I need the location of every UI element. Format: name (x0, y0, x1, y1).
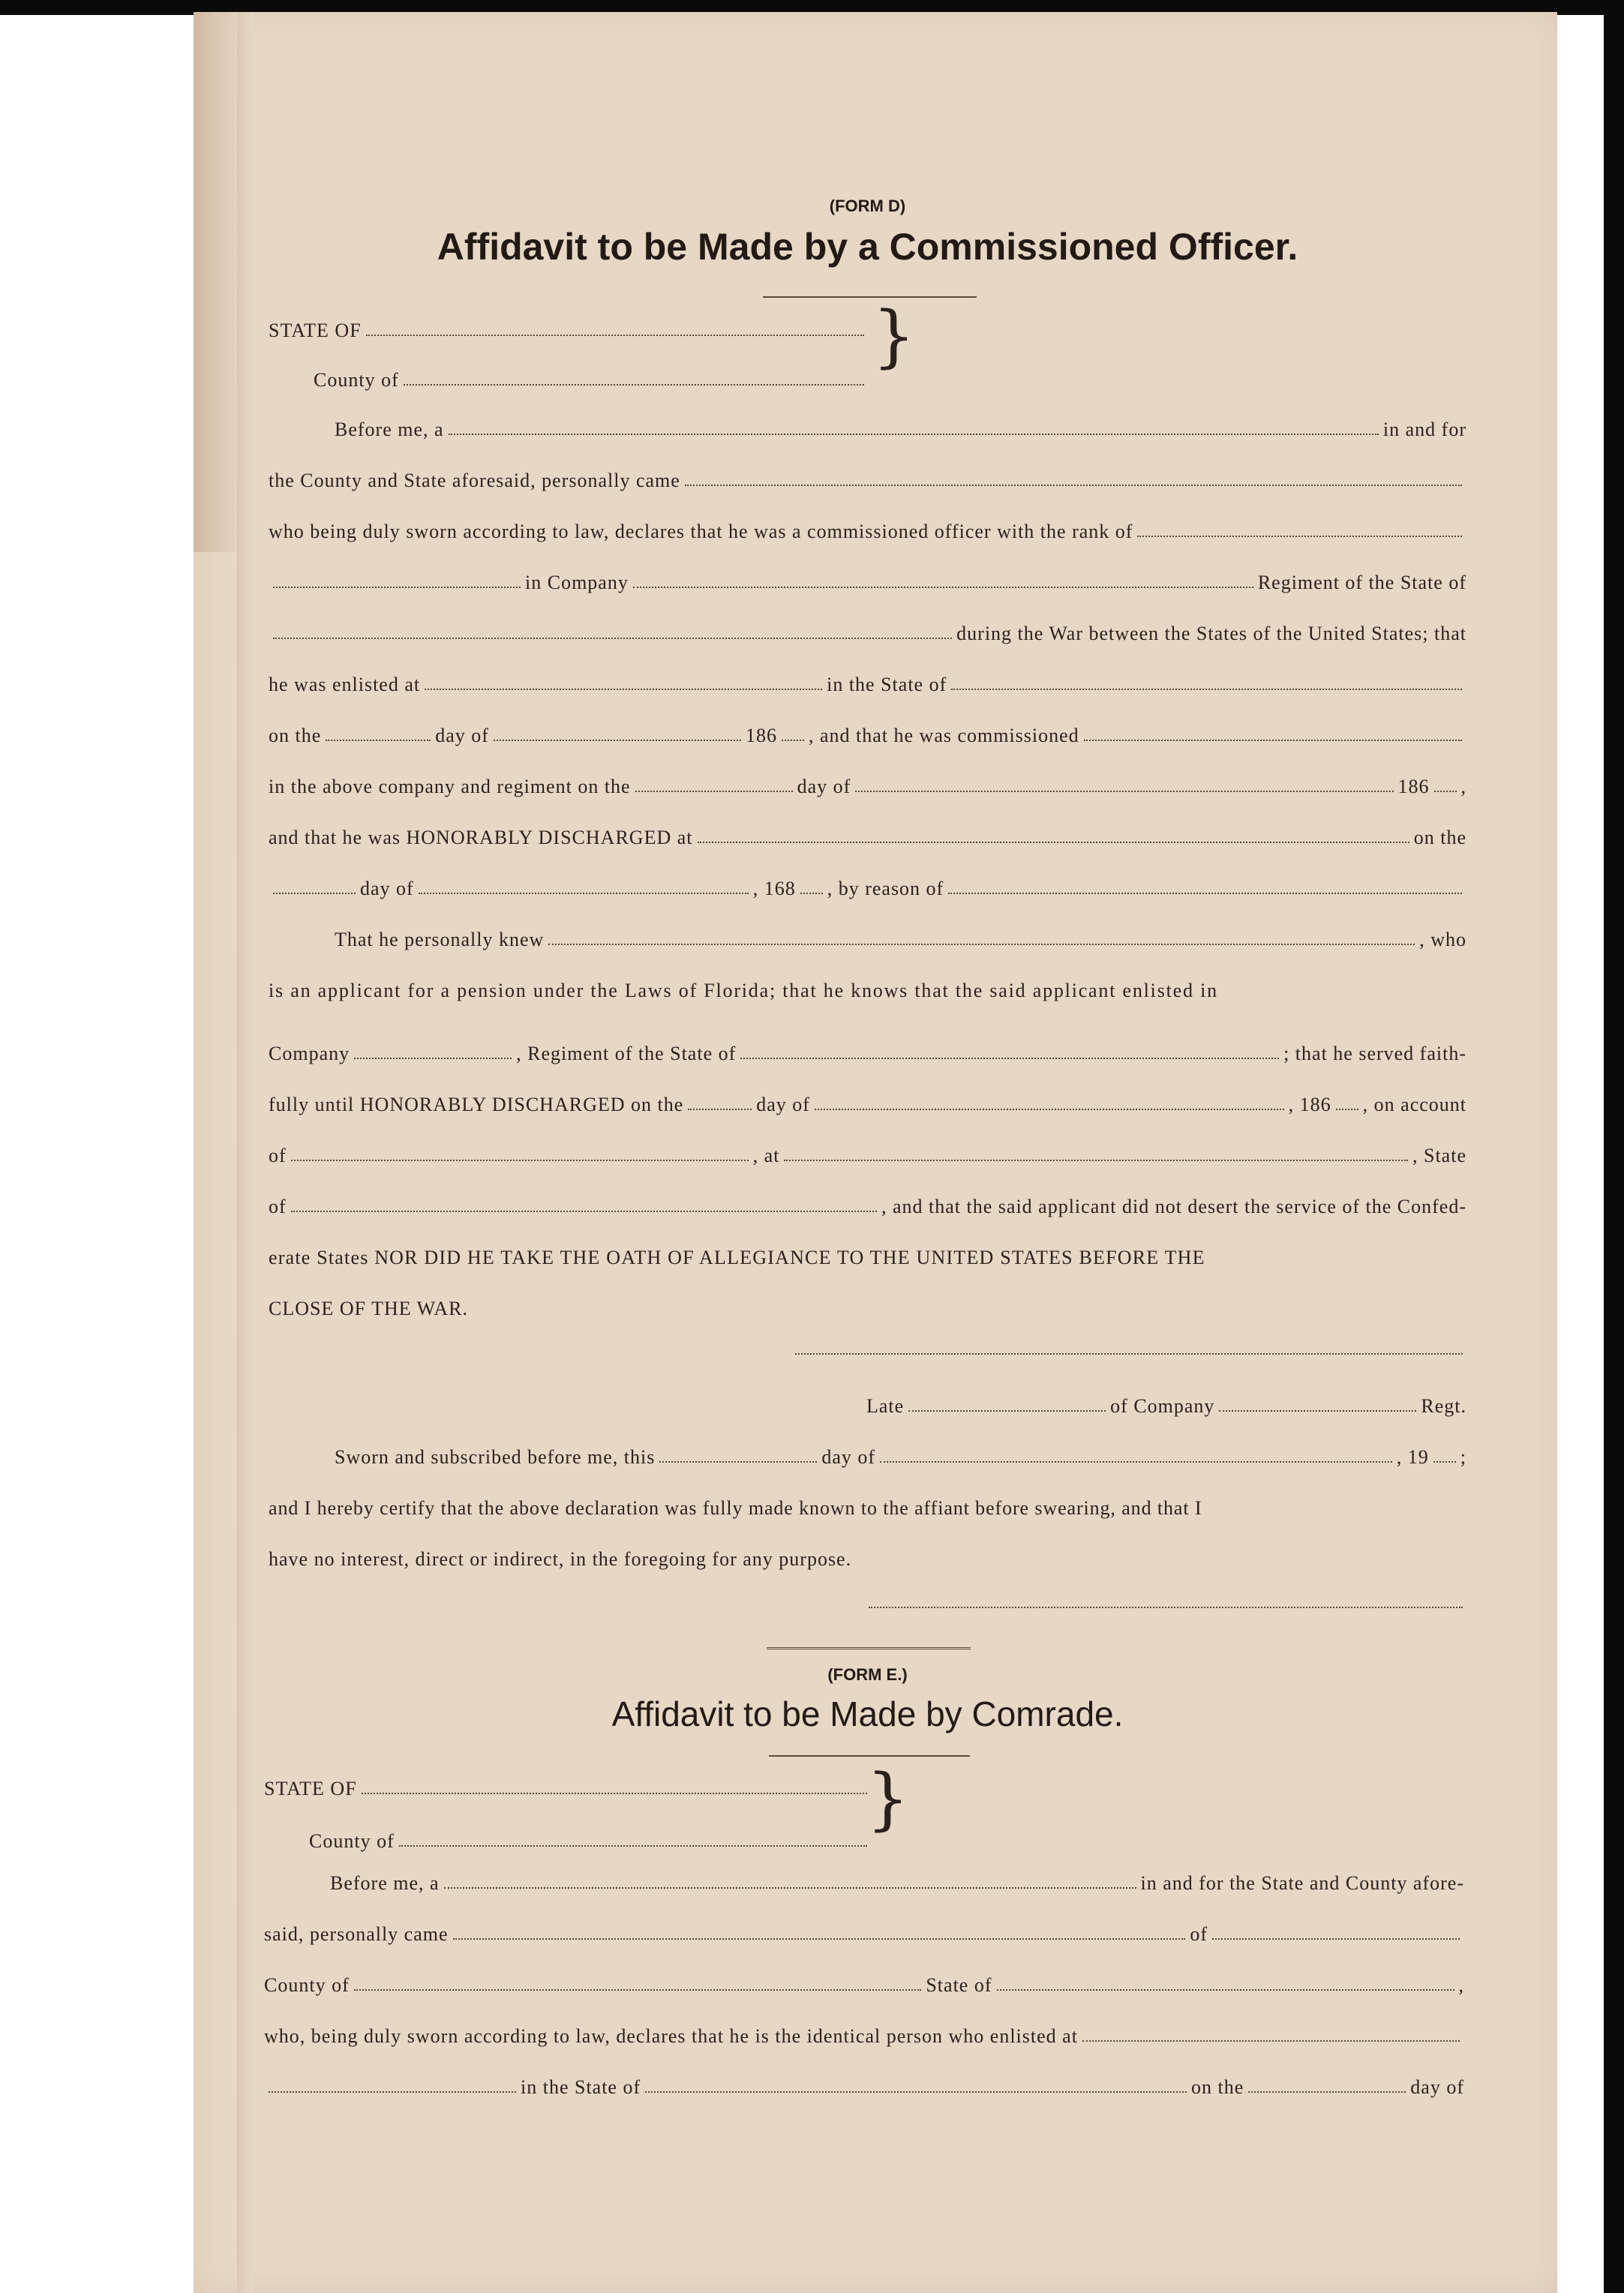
personally-came-blank[interactable] (453, 1938, 1186, 1940)
discharge-year-blank[interactable] (800, 893, 823, 894)
text: of (269, 1196, 287, 1217)
applicant-discharge-year-blank[interactable] (1336, 1109, 1358, 1110)
text: Sworn and subscribed before me, this (335, 1446, 656, 1468)
text: , and that the said applicant did not desert the service of the Confed- (881, 1196, 1466, 1217)
text: in the State of (521, 2076, 641, 2098)
sworn-day-blank[interactable] (659, 1461, 817, 1463)
of-company-blank[interactable] (1219, 1410, 1416, 1412)
form-d-title-rule (763, 296, 977, 298)
text: State of (926, 1974, 992, 1996)
form-e-top-rule (767, 1647, 971, 1649)
form-d-brace: } (872, 297, 916, 376)
of-place-blank[interactable] (1212, 1938, 1460, 1940)
text: Late (866, 1395, 905, 1417)
deponent-signature-line[interactable] (795, 1353, 1463, 1355)
discharge-month-blank[interactable] (419, 893, 749, 894)
text: , 186 (1288, 1094, 1331, 1115)
text: Before me, a (335, 419, 444, 440)
form-e-county-row (264, 1820, 872, 1853)
text: day of (756, 1094, 810, 1115)
form-e-line-2 (264, 1913, 1464, 1946)
form-d-line-14 (269, 1083, 1466, 1116)
officer-title-blank[interactable] (444, 1887, 1136, 1889)
form-d-line-8 (269, 765, 1466, 798)
form-d-line-11 (269, 918, 1466, 951)
form-d-title: Affidavit to be Made by a Commissioned Officer. (437, 226, 1298, 268)
text: day of (797, 776, 851, 797)
form-e-label: (FORM E.) (827, 1665, 908, 1684)
text: who, being duly sworn according to law, declares that he is the identical person who enlisted at (264, 2025, 1078, 2047)
text: and I hereby certify that the above declaration was fully made known to the affiant before swearing, and that I (269, 1497, 1202, 1519)
text: have no interest, direct or indirect, in the foregoing for any purpose. (269, 1548, 852, 1570)
text: Before me, a (330, 1872, 440, 1894)
form-d-line-19 (866, 1385, 1466, 1418)
text: , on account (1362, 1094, 1466, 1115)
text: day of (821, 1446, 876, 1468)
applicant-regiment-state-blank[interactable] (740, 1058, 1279, 1059)
form-e-state-row (264, 1767, 872, 1800)
county-of-label: County of (309, 1830, 395, 1852)
text: he was enlisted at (269, 674, 421, 695)
form-d-line-3 (269, 510, 1466, 543)
enlisted-state-blank[interactable] (951, 689, 1462, 690)
applicant-discharge-day-blank[interactable] (688, 1109, 752, 1110)
applicant-company-blank[interactable] (354, 1058, 512, 1059)
reason-blank[interactable] (948, 893, 1462, 894)
text: , by reason of (827, 878, 944, 899)
commission-year-blank[interactable] (1434, 791, 1457, 792)
text: in Company (525, 572, 629, 593)
form-d-line-21 (269, 1487, 1466, 1520)
text: 186 (1397, 776, 1430, 797)
text: day of (435, 725, 489, 746)
regiment-state-blank[interactable] (273, 638, 952, 639)
rank-cont-blank[interactable] (273, 587, 521, 588)
text: the County and State aforesaid, personally came (269, 470, 680, 491)
text: is an applicant for a pension under the Laws of Florida; that he knows that the said applicant enlisted in (269, 980, 1218, 1001)
text: , State (1412, 1145, 1466, 1166)
text: day of (360, 878, 414, 899)
form-d-line-20 (269, 1436, 1466, 1469)
officer-title-blank[interactable] (449, 434, 1379, 435)
state-of-label: STATE OF (264, 1778, 357, 1799)
text: in the State of (827, 674, 947, 695)
text: 186 (745, 725, 777, 746)
paper-left-margin (237, 12, 254, 2293)
personally-knew-blank[interactable] (548, 944, 1415, 945)
at-place-blank[interactable] (784, 1160, 1408, 1161)
county-of-blank[interactable] (399, 1845, 867, 1847)
form-e-title: Affidavit to be Made by Comrade. (611, 1694, 1124, 1733)
text: CLOSE OF THE WAR. (269, 1298, 468, 1319)
form-d-line-12 (269, 969, 1466, 1002)
commissioned-blank[interactable] (1084, 740, 1462, 741)
text: in and for (1382, 419, 1466, 440)
personally-came-blank[interactable] (685, 485, 1462, 486)
form-d-line-13 (269, 1032, 1466, 1065)
form-d-line-1 (269, 408, 1466, 441)
form-e-line-4 (264, 2015, 1464, 2048)
text: Regt. (1421, 1395, 1466, 1417)
form-e-line-1 (264, 1862, 1464, 1895)
text: who being duly sworn according to law, declares that he was a commissioned officer with the rank of (269, 521, 1133, 542)
text: on the (1191, 2076, 1244, 2098)
text: That he personally knew (335, 929, 545, 950)
form-e-brace: } (866, 1760, 910, 1838)
text: of Company (1110, 1395, 1215, 1417)
text: in and for the State and County afore- (1140, 1872, 1464, 1894)
text: , Regiment of the State of (516, 1043, 737, 1064)
form-d-line-17 (269, 1236, 1466, 1269)
text: , 19 (1396, 1446, 1429, 1468)
state-of-place-blank[interactable] (291, 1211, 877, 1212)
county-of-label: County of (314, 369, 399, 391)
text: said, personally came (264, 1923, 449, 1945)
form-d-line-22 (269, 1538, 1466, 1571)
enlisted-day-blank[interactable] (1248, 2091, 1406, 2093)
enlisted-place-blank[interactable] (269, 2091, 516, 2093)
company-blank[interactable] (633, 587, 1253, 588)
county-blank[interactable] (354, 1989, 922, 1991)
text: of (1190, 1923, 1208, 1945)
officer-signature-line[interactable] (869, 1607, 1463, 1608)
state-blank[interactable] (997, 1989, 1454, 1991)
applicant-discharge-month-blank[interactable] (815, 1109, 1284, 1110)
text: during the War between the States of the United States; that (956, 623, 1466, 644)
on-account-of-blank[interactable] (291, 1160, 749, 1161)
rank-blank[interactable] (1137, 536, 1462, 537)
enlist-day-blank[interactable] (326, 740, 431, 741)
text: County of (264, 1974, 350, 1996)
text: Regiment of the State of (1257, 572, 1466, 593)
text: and that he was HONORABLY DISCHARGED at (269, 827, 693, 848)
right-dark-border (1604, 0, 1624, 2293)
text: , (1460, 776, 1466, 797)
form-e-line-3 (264, 1964, 1464, 1997)
text: of (269, 1145, 287, 1166)
text: ; (1460, 1446, 1466, 1468)
text: fully until HONORABLY DISCHARGED on the (269, 1094, 684, 1115)
sworn-year-blank[interactable] (1433, 1461, 1456, 1463)
text: on the (269, 725, 322, 746)
form-d-line-4 (269, 561, 1466, 594)
sworn-month-blank[interactable] (880, 1461, 1392, 1463)
late-blank[interactable] (908, 1410, 1106, 1412)
form-d-line-7 (269, 714, 1466, 747)
state-of-blank[interactable] (362, 1793, 867, 1794)
form-d-line-18 (269, 1287, 1466, 1320)
form-d-state-row (269, 309, 869, 342)
enlisted-at-blank[interactable] (425, 689, 822, 690)
commission-day-blank[interactable] (635, 791, 793, 792)
text: erate States NOR DID HE TAKE THE OATH OF ALLEGIANCE TO THE UNITED STATES BEFORE THE (269, 1247, 1205, 1268)
form-d-line-10 (269, 867, 1466, 900)
text: Company (269, 1043, 350, 1064)
text: day of (1410, 2076, 1464, 2098)
form-e-line-5 (264, 2066, 1464, 2099)
form-d-line-9 (269, 816, 1466, 849)
county-of-blank[interactable] (404, 384, 864, 386)
text: , at (752, 1145, 780, 1166)
text: , who (1419, 929, 1466, 950)
form-e-title-rule (769, 1755, 970, 1757)
form-d-label: (FORM D) (829, 197, 906, 215)
discharged-at-blank[interactable] (698, 842, 1409, 843)
discharge-day-blank[interactable] (273, 893, 356, 894)
enlisted-state-blank[interactable] (645, 2091, 1187, 2093)
form-d-line-16 (269, 1185, 1466, 1218)
enlisted-at-blank[interactable] (1082, 2040, 1460, 2042)
text: ; that he served faith- (1283, 1043, 1466, 1064)
text: on the (1413, 827, 1466, 848)
paper-edge-stain (194, 12, 237, 552)
form-d-line-15 (269, 1134, 1466, 1167)
text: , 168 (752, 878, 796, 899)
commission-month-blank[interactable] (855, 791, 1393, 792)
enlist-month-blank[interactable] (494, 740, 741, 741)
enlist-year-blank[interactable] (782, 740, 804, 741)
text: , (1458, 1974, 1464, 1996)
form-d-county-row (269, 359, 869, 392)
text: , and that he was commissioned (808, 725, 1079, 746)
state-of-label: STATE OF (269, 320, 362, 341)
text: in the above company and regiment on the (269, 776, 631, 797)
form-d-line-5 (269, 612, 1466, 645)
form-d-line-2 (269, 459, 1466, 492)
state-of-blank[interactable] (366, 335, 864, 336)
form-d-line-6 (269, 663, 1466, 696)
